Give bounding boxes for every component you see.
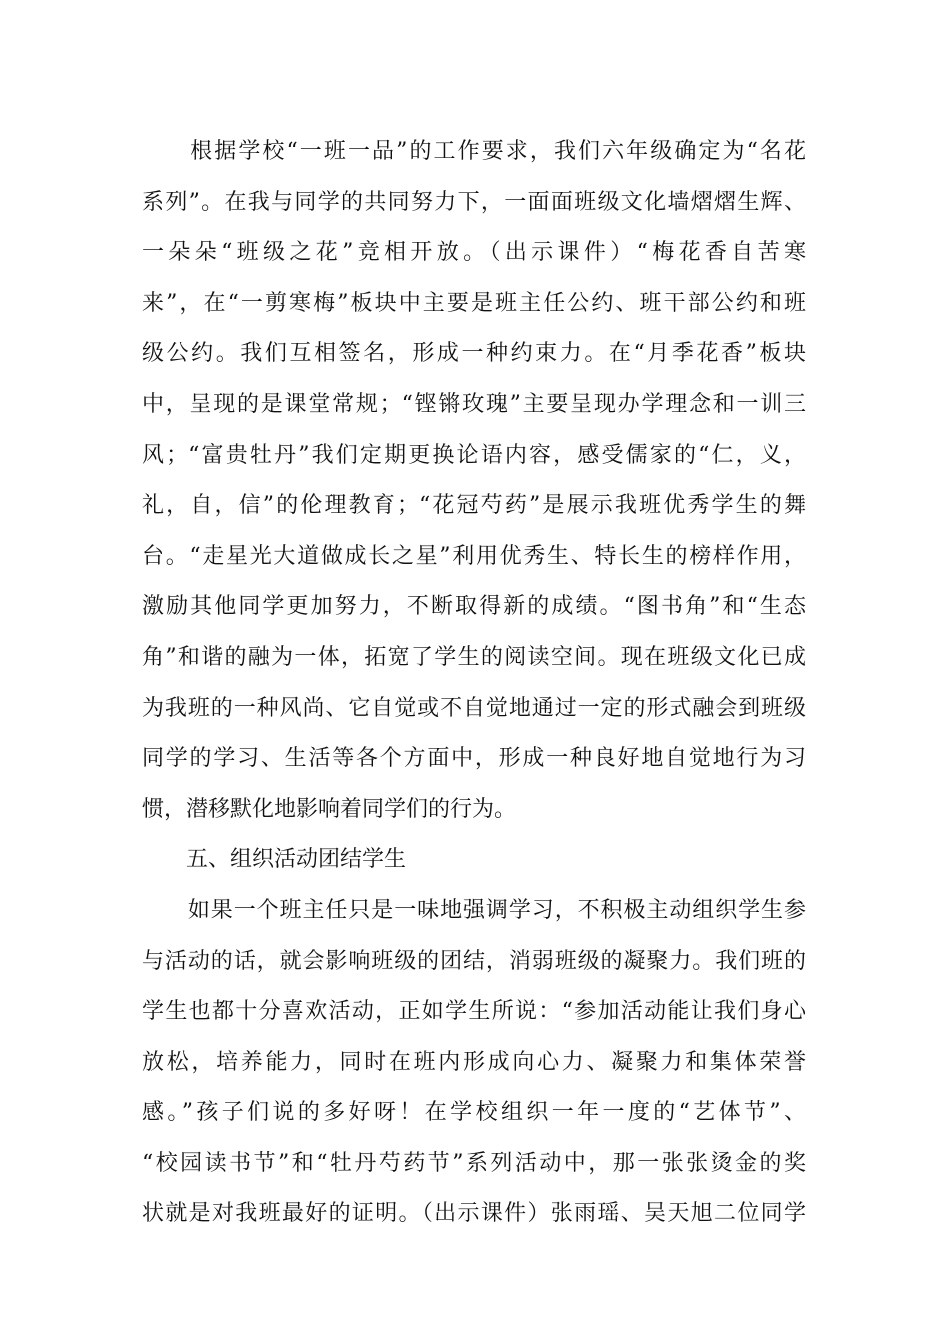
text-line: 系列”。在我与同学的共同努力下，一面面班级文化墙熠熠生辉、 (142, 189, 806, 215)
text-line: 状就是对我班最好的证明。（出示课件）张雨瑶、吴天旭二位同学 (142, 1201, 806, 1227)
text-line: 风；“富贵牡丹”我们定期更换论语内容，感受儒家的“仁，义， (142, 442, 806, 468)
text-line: 根据学校“一班一品”的工作要求，我们六年级确定为“名花 (142, 139, 806, 164)
text-line: 与活动的话，就会影响班级的团结，消弱班级的凝聚力。我们班的 (142, 948, 806, 974)
text-line: 如果一个班主任只是一味地强调学习，不积极主动组织学生参 (142, 897, 806, 923)
text-line: 礼，自，信”的伦理教育；“花冠芍药”是展示我班优秀学生的舞 (142, 493, 806, 519)
paragraph-activities (142, 886, 806, 1240)
text-line: “校园读书节”和“牡丹芍药节”系列活动中，那一张张烫金的奖 (142, 1150, 806, 1176)
text-line: 角”和谐的融为一体，拓宽了学生的阅读空间。现在班级文化已成 (142, 644, 806, 670)
text-line: 放松，培养能力，同时在班内形成向心力、凝聚力和集体荣誉 (142, 1049, 806, 1075)
text-line: 级公约。我们互相签名，形成一种约束力。在“月季花香”板块 (142, 341, 806, 367)
text-line: 同学的学习、生活等各个方面中，形成一种良好地自觉地行为习 (142, 746, 806, 772)
text-line: 惯，潜移默化地影响着同学们的行为。 (142, 796, 517, 822)
text-line: 来”，在“一剪寒梅”板块中主要是班主任公约、班干部公约和班 (142, 290, 806, 316)
text-line: 一朵朵“班级之花”竞相开放。（出示课件）“梅花香自苦寒 (142, 240, 806, 266)
text-line: 中，呈现的是课堂常规；“铿锵玫瑰”主要呈现办学理念和一训三 (142, 391, 806, 417)
text-line: 为我班的一种风尚、它自觉或不自觉地通过一定的形式融会到班级 (142, 695, 806, 721)
text-line: 学生也都十分喜欢活动，正如学生所说：“参加活动能让我们身心 (142, 999, 806, 1025)
paragraph-class-culture (142, 127, 806, 835)
document-body (142, 127, 806, 1240)
text-line: 激励其他同学更加努力，不断取得新的成绩。“图书角”和“生态 (142, 594, 806, 620)
text-line: 台。“走星光大道做成长之星”利用优秀生、特长生的榜样作用， (142, 543, 806, 569)
text-line: 感。”孩子们说的多好呀！在学校组织一年一度的“艺体节”、 (142, 1100, 806, 1126)
section-heading: 五、组织活动团结学生 (142, 847, 407, 873)
